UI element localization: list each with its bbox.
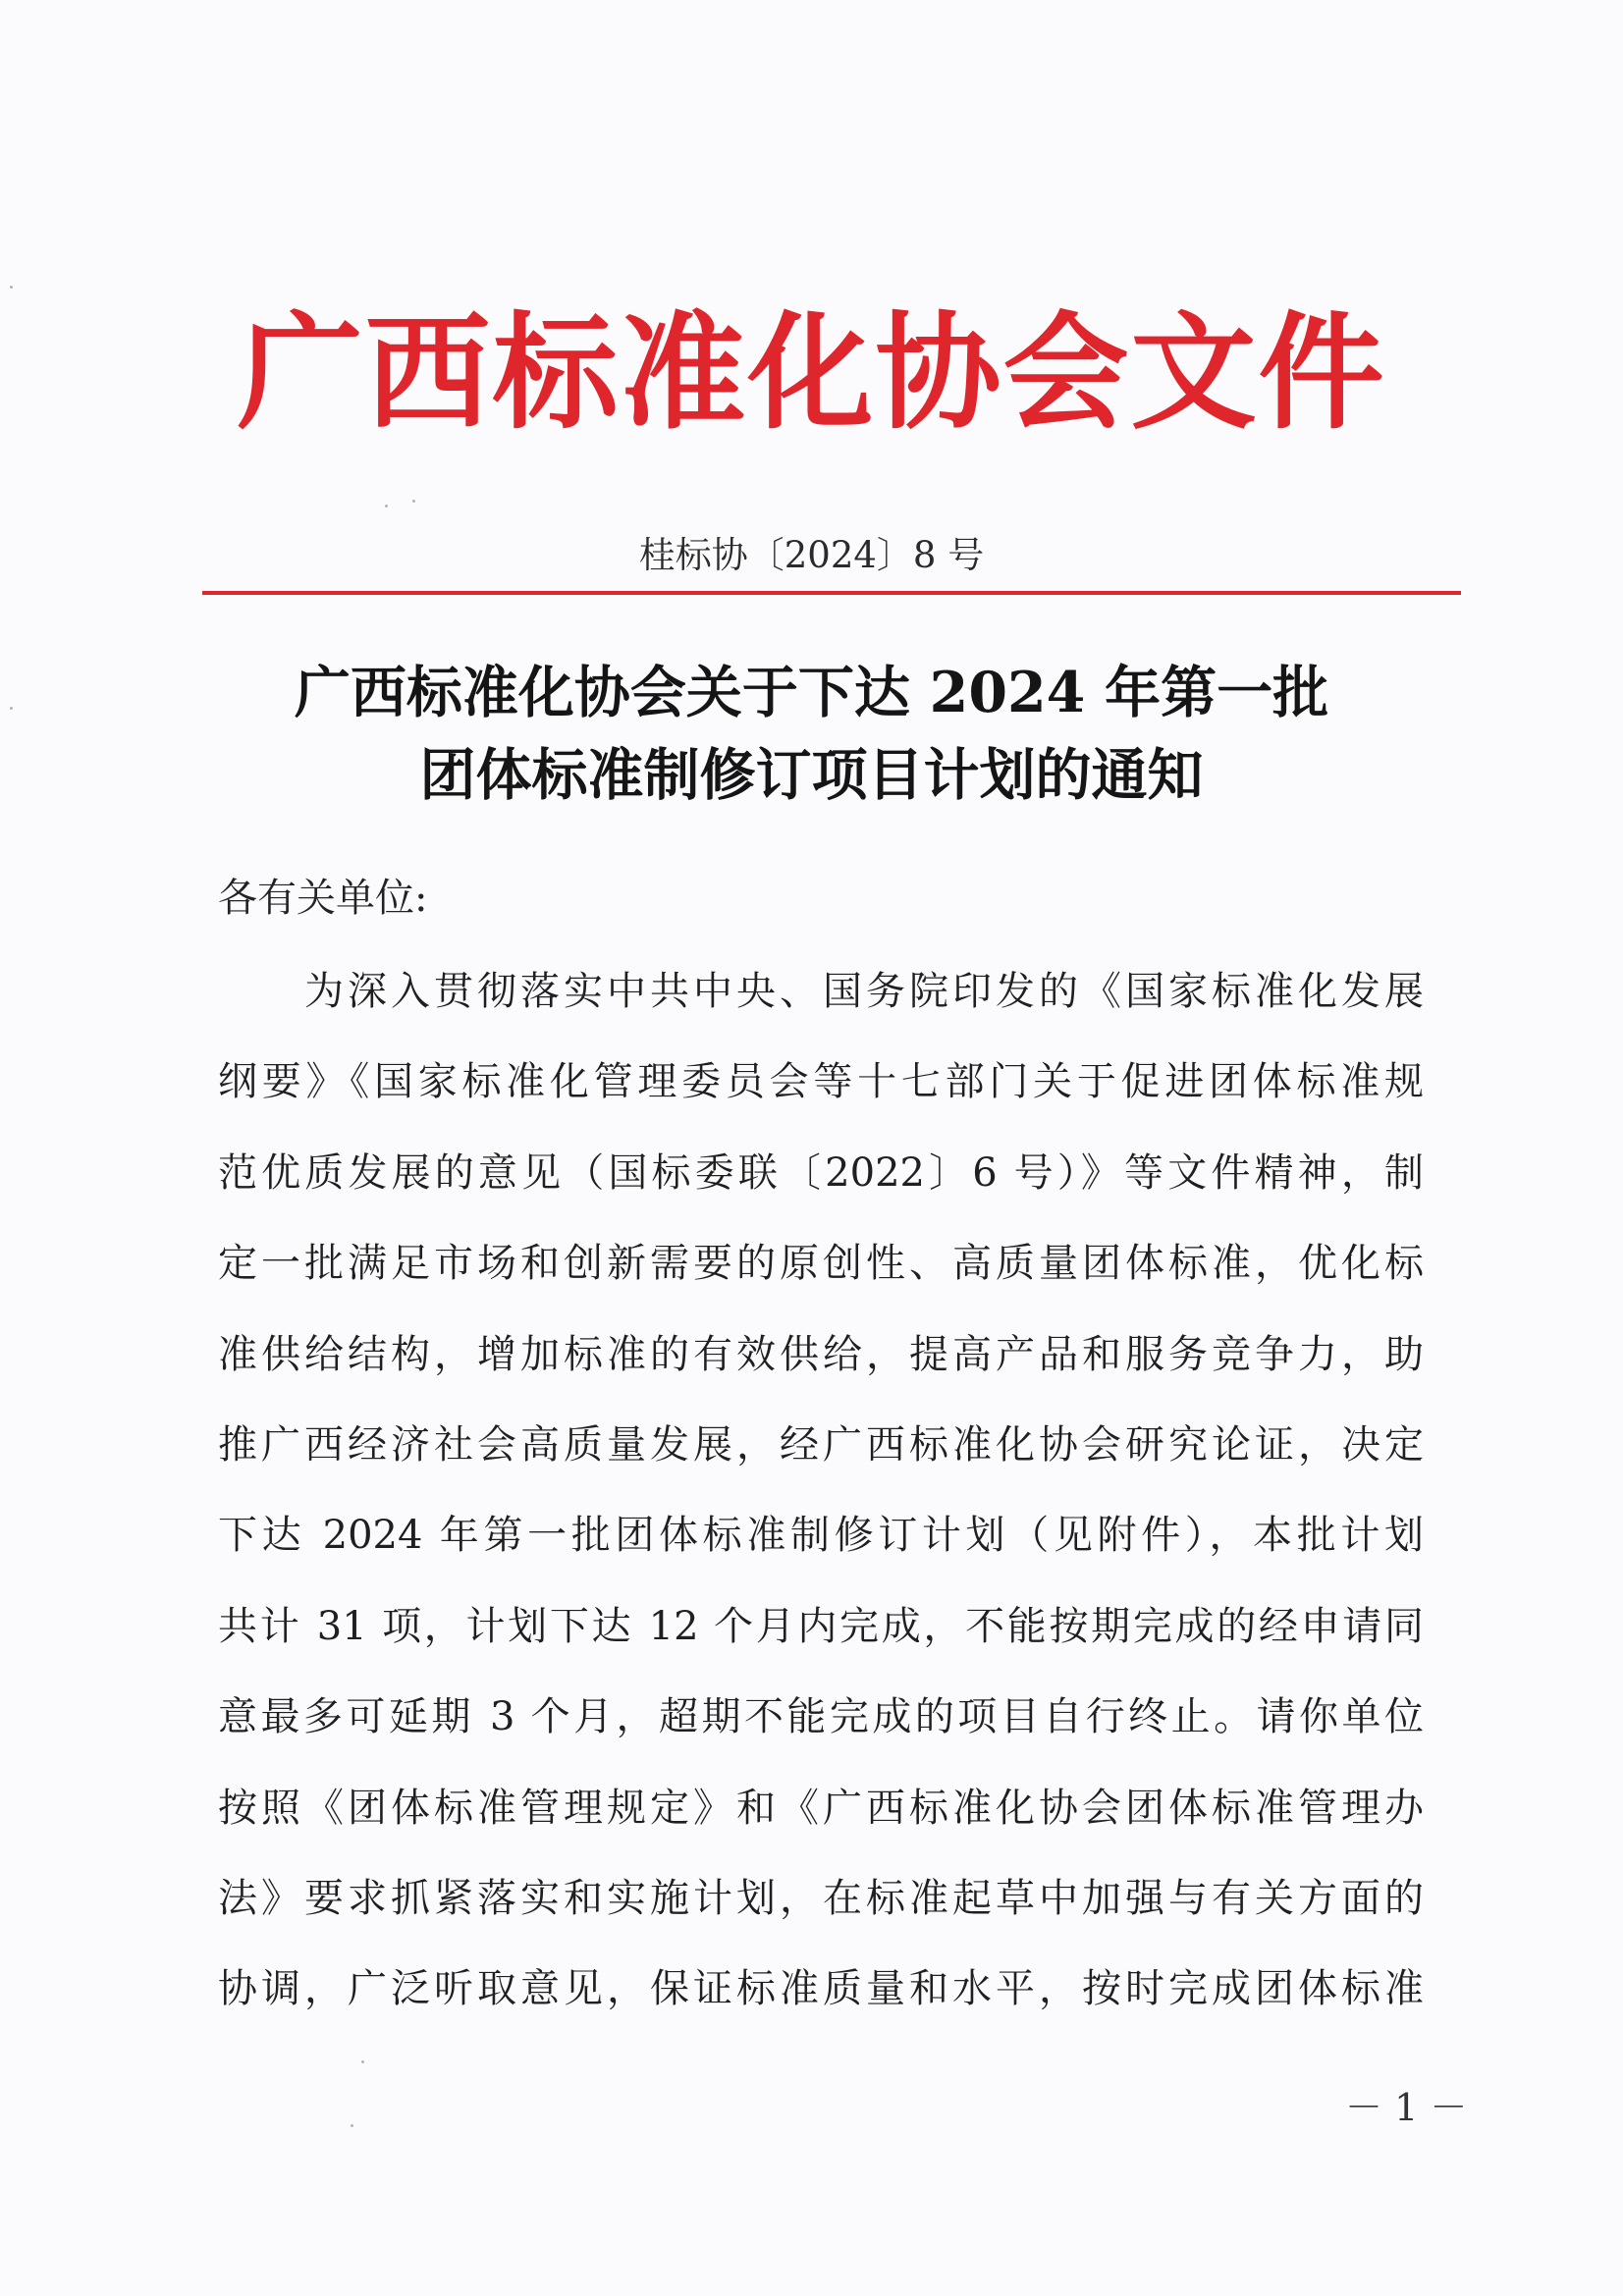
body-line: 推广西经济社会高质量发展，经广西标准化协会研究论证，决定 (218, 1421, 1424, 1468)
salutation: 各有关单位: (218, 876, 428, 921)
body-line: 意最多可延期 3 个月，超期不能完成的项目自行终止。请你单位 (218, 1694, 1424, 1740)
header-divider-rule (202, 591, 1461, 595)
body-line: 准供给结构，增加标准的有效供给，提高产品和服务竞争力，助 (218, 1331, 1424, 1377)
scan-speck (10, 286, 13, 289)
body-line: 为深入贯彻落实中共中央、国务院印发的《国家标准化发展 (304, 969, 1424, 1014)
scan-speck (10, 707, 13, 710)
scan-speck (385, 505, 388, 507)
scan-speck (351, 2124, 353, 2127)
page-number: － 1 － (1345, 2086, 1468, 2129)
scan-speck (361, 2060, 364, 2063)
notice-title (0, 652, 1623, 817)
notice-title-line-2: 团体标准制修订项目计划的通知 (419, 742, 1204, 808)
body-line: 按照《团体标准管理规定》和《广西标准化协会团体标准管理办 (218, 1785, 1424, 1831)
body-paragraph (218, 946, 1424, 2035)
body-line: 范优质发展的意见（国标委联〔2022〕6 号）》等文件精神，制 (218, 1149, 1424, 1196)
body-line: 纲要》《国家标准化管理委员会等十七部门关于促进团体标准规 (218, 1059, 1424, 1105)
document-header-title: 广西标准化协会文件 (237, 299, 1386, 447)
scan-speck (412, 500, 415, 503)
document-number: 桂标协〔2024〕8 号 (638, 534, 985, 576)
body-line: 下达 2024 年第一批团体标准制修订计划（见附件），本批计划 (218, 1513, 1424, 1559)
body-line: 定一批满足市场和创新需要的原创性、高质量团体标准，优化标 (218, 1241, 1424, 1287)
body-line: 法》要求抓紧落实和实施计划，在标准起草中加强与有关方面的 (218, 1875, 1424, 1921)
body-line: 协调，广泛听取意见，保证标准质量和水平，按时完成团体标准 (218, 1966, 1424, 2012)
notice-title-line-1: 广西标准化协会关于下达 2024 年第一批 (294, 660, 1329, 725)
body-line: 共计 31 项，计划下达 12 个月内完成，不能按期完成的经申请同 (218, 1603, 1424, 1649)
